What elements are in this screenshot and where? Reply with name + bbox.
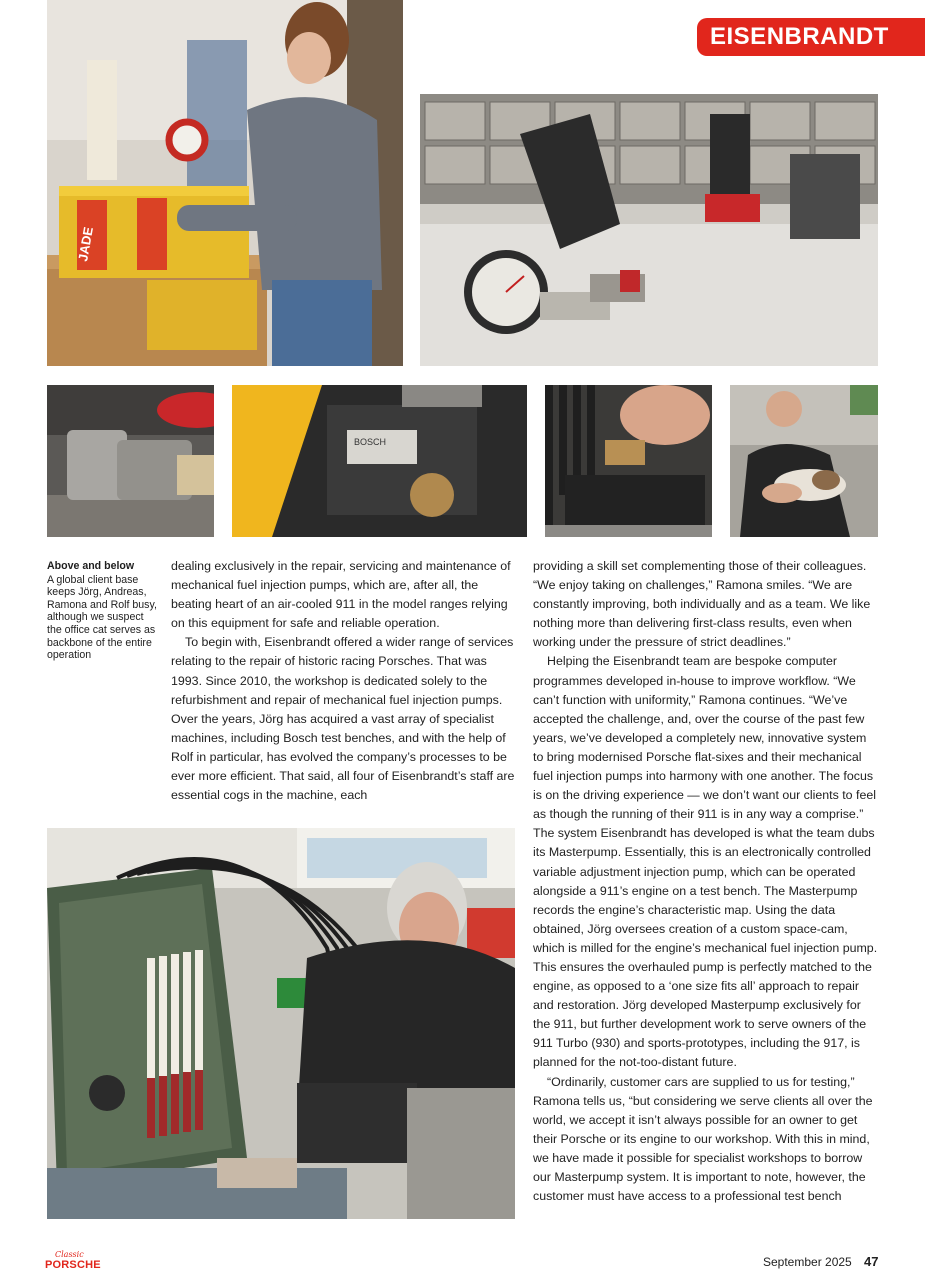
photo-hand-adjusting-pump bbox=[545, 385, 712, 537]
column2-paragraph-2: Helping the Eisenbrandt team are bespoke computer programmes developed in-house to improve workflow. “We can’t function with uniformity,” Ramona continues. “We’ve accepted the challenge, and, over the course of the past few years, we’ve developed a completely new, innovative system to bring modernised Porsche flat-sixes and their mechanical fuel injection pumps into harmony with one another. The focus is on the driving experience — we don’t want our clients to feel as though the running of their 911 is in any way a comprise.” The system Eisenbrandt has developed is what the team dubs its Masterpump. Essentially, this is an electronically controlled variable adjustment injection pump, which can be operated alongside a 911’s engine on a test bench. The Masterpump records the engine’s characteristic map. Using the data obtained, Jörg oversees creation of a custom space-cam, which is milled for the engine’s mechanical fuel injection pump. This ensures the overhauled pump is perfectly matched to the engine, as opposed to a ‘one size fits all’ approach to repair and restoration. Jörg developed Masterpump exclusively for the 911, but further development work to serve owners of the 911 Turbo (930) and sports-prototypes, including the 917, is planned for the not-too-distant future. bbox=[533, 654, 878, 1070]
column2-paragraph-3: “Ordinarily, customer cars are supplied to us for testing,” Ramona tells us, “but considering we serve clients all over the world, we accept it isn’t always possible for an owner to get their Porsche or its engine to our workshop. With this in mind, we have made it possible for specialist workshops to borrow our Masterpump system. It is important to note, however, the customer must have access to a professional test bench bbox=[533, 1074, 873, 1204]
column1-paragraph-2: To begin with, Eisenbrandt offered a wider range of services relating to the repair of historic racing Porsches. That was 1993. Since 2010, the workshop is dedicated solely to the refurbishment and repair of mechanical fuel injection pumps. Over the years, Jörg has acquired a vast array of specialist machines, including Bosch test benches, and with the help of Rolf in particular, has evolved the company’s processes to be ever more efficient. That said, all four of Eisenbrandt’s staff are essential cogs in the machine, each bbox=[171, 635, 515, 803]
photo-man-with-cat bbox=[730, 385, 878, 537]
svg-text:BOSCH: BOSCH bbox=[354, 437, 387, 447]
photo-bosch-pump-closeup bbox=[232, 385, 527, 537]
column1-paragraph-1: dealing exclusively in the repair, servicing and maintenance of mechanical fuel injection pumps, which are, after all, the beating heart of an air-cooled 911 in the model ranges relying on this equipment for safe and reliable operation. bbox=[171, 559, 511, 631]
body-column-2 bbox=[533, 557, 880, 1206]
column2-paragraph-1: providing a skill set complementing those of their colleagues. “We enjoy taking on challenges,” Ramona smiles. “We are constantly improving, both individually and as a team. We like nothing more than delivering first-class results, even when working under the pressure of strict deadlines.” bbox=[533, 559, 871, 650]
logo-script: Classic bbox=[55, 1250, 84, 1259]
caption-text: A global client base keeps Jörg, Andreas, Ramona and Rolf busy, although we suspect the office cat serves as backbone of the entire operation bbox=[47, 573, 157, 662]
page-number: 47 bbox=[864, 1254, 879, 1269]
caption-title: Above and below bbox=[47, 560, 135, 572]
photo-workbench-gauge bbox=[420, 94, 878, 366]
photo-man-at-test-bench bbox=[47, 828, 515, 1219]
magazine-logo bbox=[45, 1252, 101, 1272]
photo-caption bbox=[47, 560, 159, 662]
issue-date: September 2025 bbox=[763, 1255, 852, 1269]
photo-pumps-on-bench bbox=[47, 385, 214, 537]
body-column-1 bbox=[171, 557, 516, 805]
section-tag: EISENBRANDT bbox=[697, 18, 925, 56]
box-brand-text: JADE bbox=[75, 225, 96, 263]
photo-woman-packing-boxes bbox=[47, 0, 403, 366]
logo-word: PORSCHE bbox=[45, 1259, 101, 1271]
